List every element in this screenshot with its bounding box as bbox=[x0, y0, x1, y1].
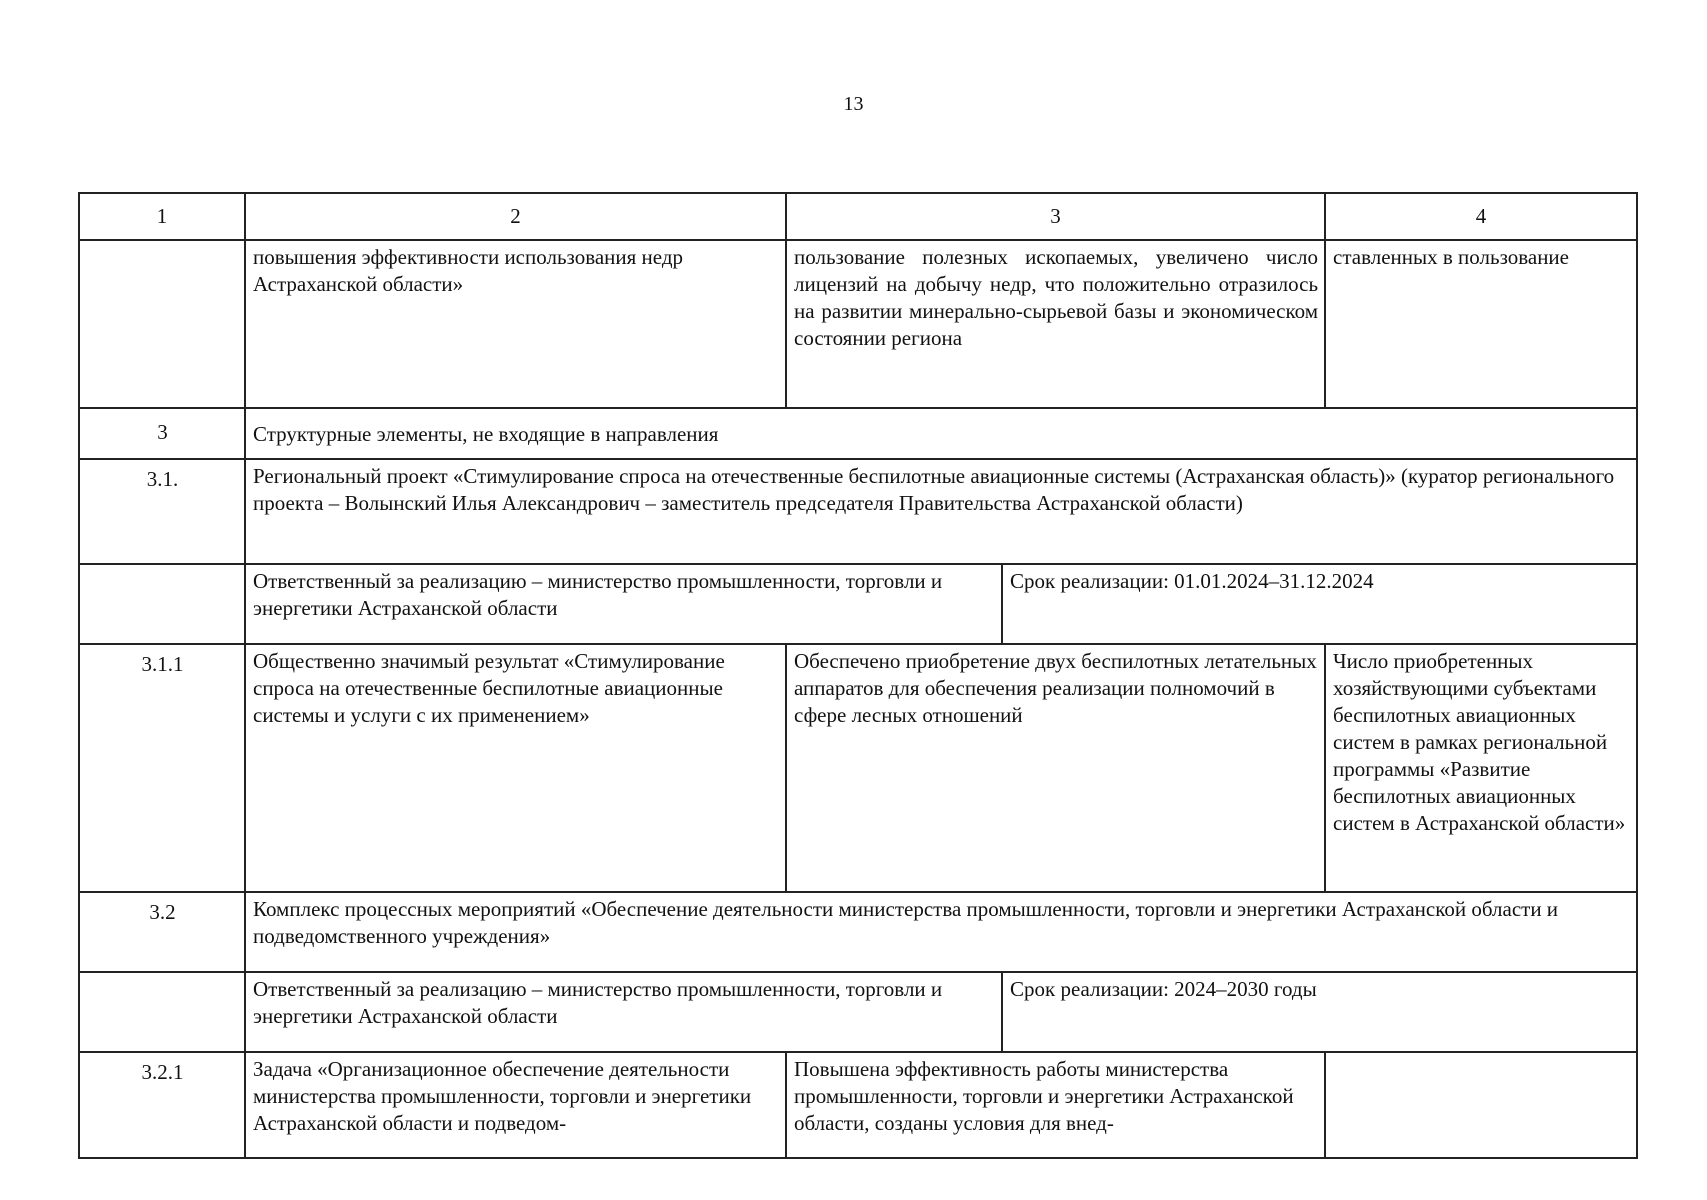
process-row bbox=[79, 892, 1637, 972]
section-title: Структурные элементы, не входящие в направления bbox=[245, 408, 1637, 459]
row-number-empty bbox=[79, 240, 245, 408]
table-row bbox=[79, 1052, 1637, 1158]
header-col-3: 3 bbox=[786, 193, 1325, 240]
table-row bbox=[79, 240, 1637, 408]
row-h-col4 bbox=[1325, 1052, 1637, 1158]
header-col-1: 1 bbox=[79, 193, 245, 240]
responsibility-row bbox=[79, 564, 1637, 644]
row-a-col4: ставленных в пользование bbox=[1325, 240, 1637, 408]
page-number: 13 bbox=[843, 93, 864, 115]
process-title: Комплекс процессных мероприятий «Обеспечение деятельности министерства промышленности, торговли и энергетики Астраханской области и подведомственного учреждения» bbox=[245, 892, 1637, 972]
row-number: 3.2.1 bbox=[79, 1052, 245, 1158]
row-number: 3.1.1 bbox=[79, 644, 245, 892]
responsible-text: Ответственный за реализацию – министерство промышленности, торговли и энергетики Астраханской области bbox=[245, 564, 1002, 644]
row-e-col3: Обеспечено приобретение двух беспилотных летательных аппаратов для обеспечения реализации полномочий в сфере лесных отношений bbox=[786, 644, 1325, 892]
plan-table bbox=[78, 192, 1636, 1137]
section-number: 3 bbox=[79, 408, 245, 459]
project-row bbox=[79, 459, 1637, 564]
row-number-empty bbox=[79, 564, 245, 644]
term-text: Срок реализации: 2024–2030 годы bbox=[1002, 972, 1637, 1052]
process-number: 3.2 bbox=[79, 892, 245, 972]
structure-table bbox=[78, 192, 1638, 1159]
project-title: Региональный проект «Стимулирование спроса на отечественные беспилотные авиационные системы (Астраханская область)» (куратор регионального проекта – Волынский Илья Александрович – заместитель председателя Правительства Астраханской области) bbox=[245, 459, 1637, 564]
header-col-4: 4 bbox=[1325, 193, 1637, 240]
responsible-text: Ответственный за реализацию – министерство промышленности, торговли и энергетики Астраханской области bbox=[245, 972, 1002, 1052]
row-number-empty bbox=[79, 972, 245, 1052]
table-row bbox=[79, 644, 1637, 892]
term-text: Срок реализации: 01.01.2024–31.12.2024 bbox=[1002, 564, 1637, 644]
row-a-col2: повышения эффективности использования недр Астраханской области» bbox=[245, 240, 786, 408]
row-a-col3: пользование полезных ископаемых, увеличено число лицензий на добычу недр, что положительно отразилось на развитии минерально-сырьевой базы и экономическом состоянии региона bbox=[786, 240, 1325, 408]
table-header-row bbox=[79, 193, 1637, 240]
row-h-col3: Повышена эффективность работы министерства промышленности, торговли и энергетики Астраханской области, созданы условия для внед- bbox=[786, 1052, 1325, 1158]
header-col-2: 2 bbox=[245, 193, 786, 240]
project-number: 3.1. bbox=[79, 459, 245, 564]
row-e-col2: Общественно значимый результат «Стимулирование спроса на отечественные беспилотные авиационные системы и услуги с их применением» bbox=[245, 644, 786, 892]
section-row bbox=[79, 408, 1637, 459]
row-e-col4: Число приобретенных хозяйствующими субъектами беспилотных авиационных систем в рамках региональной программы «Развитие беспилотных авиационных систем в Астраханской области» bbox=[1325, 644, 1637, 892]
row-h-col2: Задача «Организационное обеспечение деятельности министерства промышленности, торговли и энергетики Астраханской области и подведом- bbox=[245, 1052, 786, 1158]
responsibility-row bbox=[79, 972, 1637, 1052]
